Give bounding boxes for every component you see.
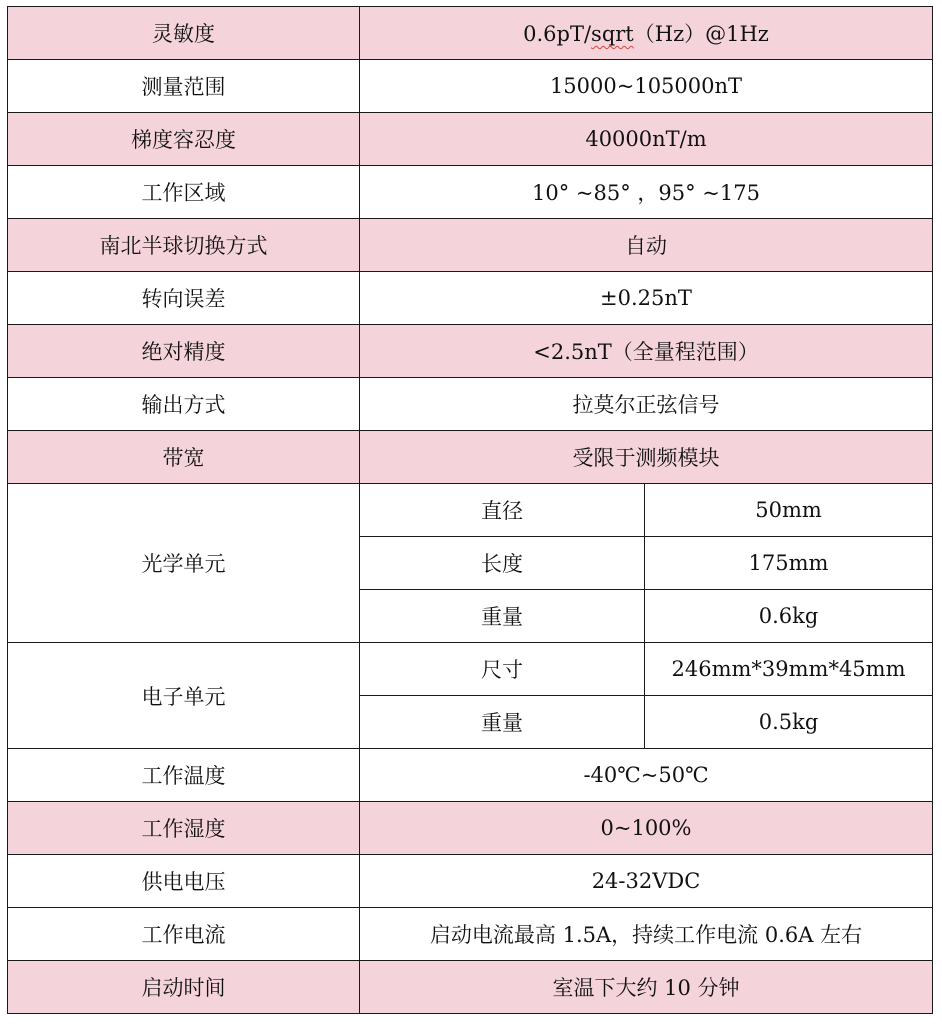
param-label: 供电电压 <box>8 855 360 908</box>
table-row <box>8 166 933 219</box>
param-label: 工作电流 <box>8 908 360 961</box>
param-label: 梯度容忍度 <box>8 113 360 166</box>
param-value: 10° ~85° ，95° ~175 <box>360 166 933 219</box>
param-label: 工作温度 <box>8 749 360 802</box>
table-row <box>8 961 933 1014</box>
param-value: ±0.25nT <box>360 272 933 325</box>
electronic-unit-label: 电子单元 <box>8 643 360 749</box>
sub-param-value: 0.5kg <box>645 696 933 749</box>
sub-param-label: 尺寸 <box>360 643 645 696</box>
sub-param-value: 50mm <box>645 484 933 537</box>
param-value <box>360 7 933 60</box>
param-label: 启动时间 <box>8 961 360 1014</box>
value-part: （Hz）@1Hz <box>633 22 769 46</box>
param-value: 自动 <box>360 219 933 272</box>
param-value: 0~100% <box>360 802 933 855</box>
table-row <box>8 219 933 272</box>
param-value: 15000~105000nT <box>360 60 933 113</box>
param-label: 灵敏度 <box>8 7 360 60</box>
sub-param-label: 重量 <box>360 590 645 643</box>
sub-param-label: 直径 <box>360 484 645 537</box>
param-value: 拉莫尔正弦信号 <box>360 378 933 431</box>
param-label: 工作区域 <box>8 166 360 219</box>
sub-param-label: 重量 <box>360 696 645 749</box>
sub-param-value: 246mm*39mm*45mm <box>645 643 933 696</box>
param-value: 40000nT/m <box>360 113 933 166</box>
table-row <box>8 113 933 166</box>
sub-param-label: 长度 <box>360 537 645 590</box>
table-row <box>8 325 933 378</box>
spec-table <box>7 6 933 1014</box>
table-row <box>8 7 933 60</box>
table-row <box>8 643 933 696</box>
param-label: 带宽 <box>8 431 360 484</box>
param-label: 转向误差 <box>8 272 360 325</box>
param-label: 输出方式 <box>8 378 360 431</box>
param-label: 测量范围 <box>8 60 360 113</box>
param-value: 启动电流最高 1.5A，持续工作电流 0.6A 左右 <box>360 908 933 961</box>
param-label: 工作湿度 <box>8 802 360 855</box>
value-part: 0.6pT/ <box>523 22 592 46</box>
param-value: 受限于测频模块 <box>360 431 933 484</box>
table-row <box>8 749 933 802</box>
table-row <box>8 272 933 325</box>
param-label: 南北半球切换方式 <box>8 219 360 272</box>
param-value: -40℃~50℃ <box>360 749 933 802</box>
table-row <box>8 378 933 431</box>
spellcheck-marked-text: sqrt <box>591 22 634 46</box>
param-label: 绝对精度 <box>8 325 360 378</box>
table-row <box>8 60 933 113</box>
table-row <box>8 431 933 484</box>
optical-unit-label: 光学单元 <box>8 484 360 643</box>
param-value: 室温下大约 10 分钟 <box>360 961 933 1014</box>
sub-param-value: 0.6kg <box>645 590 933 643</box>
table-row <box>8 908 933 961</box>
table-row <box>8 855 933 908</box>
table-row <box>8 802 933 855</box>
param-value: 24-32VDC <box>360 855 933 908</box>
sub-param-value: 175mm <box>645 537 933 590</box>
table-row <box>8 484 933 537</box>
param-value: <2.5nT（全量程范围） <box>360 325 933 378</box>
